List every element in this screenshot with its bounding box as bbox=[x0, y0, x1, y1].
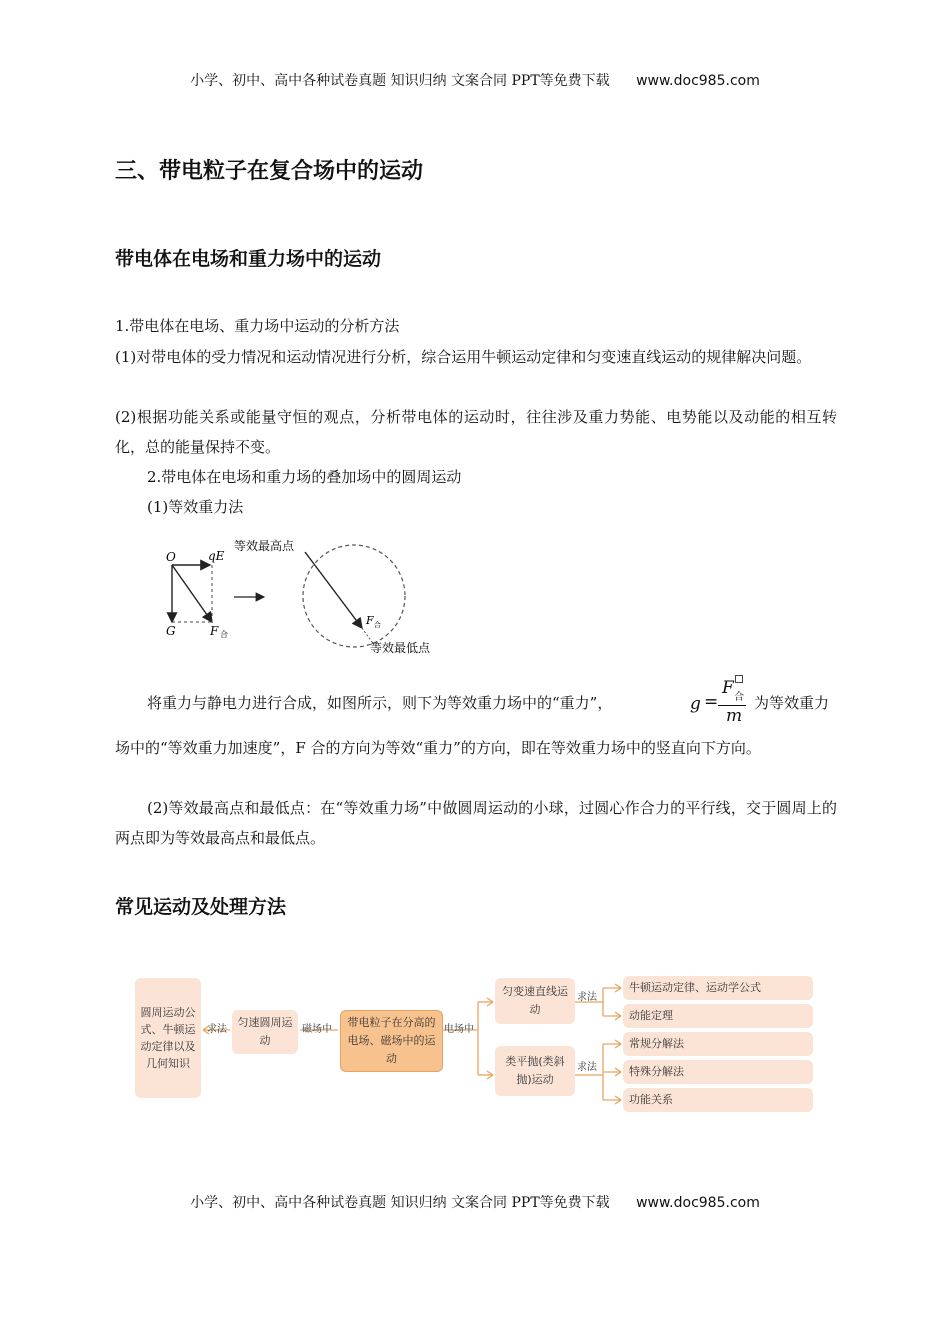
formula-eq: = bbox=[704, 692, 719, 712]
label-equivalent-highest: 等效最高点 bbox=[234, 539, 295, 553]
p2-title: 2.带电体在电场和重力场的叠加场中的圆周运动 bbox=[147, 468, 462, 486]
mindmap bbox=[133, 972, 818, 1122]
p1-title: 1.带电体在电场、重力场中运动的分析方法 bbox=[115, 317, 400, 335]
footer-url[interactable]: www.doc985.com bbox=[636, 1195, 760, 1211]
mindmap-left-method-label: 求法 bbox=[207, 1024, 227, 1035]
mindmap-leaf-2-1: 常规分解法 bbox=[623, 1032, 813, 1056]
circle-path bbox=[303, 545, 405, 647]
p1-item-1: (1)对带电体的受力情况和运动情况进行分析，综合运用牛顿运动定律和匀变速直线运动的规律解决问题。 bbox=[115, 348, 812, 366]
equivalent-gravity-vector bbox=[305, 552, 362, 628]
mindmap-left-label: 磁场中 bbox=[302, 1024, 332, 1035]
mindmap-leaf-2-3: 功能关系 bbox=[623, 1088, 813, 1112]
mindmap-leaf-2-2: 特殊分解法 bbox=[623, 1060, 813, 1084]
equivalent-gravity-formula bbox=[688, 678, 758, 728]
p3-before: 将重力与静电力进行合成，如图所示，则下为等效重力场中的“重力”， bbox=[147, 694, 613, 712]
label-equivalent-lowest: 等效最低点 bbox=[370, 641, 431, 655]
label-g: G bbox=[166, 624, 176, 638]
f-resultant-vector bbox=[172, 565, 212, 622]
page-header bbox=[0, 70, 950, 90]
formula-m: m bbox=[726, 706, 743, 726]
dashed-extension bbox=[362, 628, 372, 642]
p1-item-2: (2)根据功能关系或能量守恒的观点，分析带电体的运动时，往往涉及重力势能、电势能以及动能的相互转化，总的能量保持不变。 bbox=[115, 408, 837, 456]
subsection-title-2: 常见运动及处理方法 bbox=[115, 896, 287, 918]
footer-text: 小学、初中、高中各种试卷真题 知识归纳 文案合同 PPT等免费下载 bbox=[190, 1195, 610, 1211]
label-f: F bbox=[210, 624, 219, 638]
label-f-sub: 合 bbox=[220, 630, 228, 639]
header-text: 小学、初中、高中各种试卷真题 知识归纳 文案合同 PPT等免费下载 bbox=[190, 73, 610, 89]
formula-placeholder-box bbox=[735, 675, 743, 683]
mindmap-left-node: 匀速圆周运动 bbox=[232, 1010, 298, 1054]
p2-item-1: (1)等效重力法 bbox=[147, 498, 244, 516]
label-f2: F bbox=[366, 614, 374, 627]
mindmap-right-node-2: 类平抛(类斜抛)运动 bbox=[495, 1046, 575, 1096]
formula-sub: 合 bbox=[734, 692, 744, 703]
mindmap-leaf-1-2: 动能定理 bbox=[623, 1004, 813, 1028]
equivalent-gravity-diagram bbox=[150, 535, 450, 665]
label-f2-sub: 合 bbox=[374, 621, 381, 629]
mindmap-left-leaf: 圆周运动公式、牛顿运动定律以及几何知识 bbox=[135, 978, 201, 1098]
mindmap-right-node-2-method: 求法 bbox=[577, 1062, 597, 1073]
mindmap-right-node-1: 匀变速直线运动 bbox=[495, 978, 575, 1024]
mindmap-right-label: 电场中 bbox=[444, 1024, 474, 1035]
formula-f: F bbox=[722, 678, 734, 698]
formula-g: g bbox=[690, 694, 701, 714]
label-qe: qE bbox=[208, 549, 225, 563]
page-footer bbox=[0, 1192, 950, 1212]
mindmap-right-node-1-method: 求法 bbox=[577, 992, 597, 1003]
p3-after: 为等效重力 bbox=[754, 694, 830, 712]
mindmap-center-node: 带电粒子在分高的电场、磁场中的运动 bbox=[340, 1010, 443, 1072]
section-title: 三、带电粒子在复合场中的运动 bbox=[115, 159, 424, 184]
header-url[interactable]: www.doc985.com bbox=[636, 73, 760, 89]
mindmap-leaf-1-1: 牛顿运动定律、运动学公式 bbox=[623, 976, 813, 1000]
label-o: O bbox=[166, 550, 176, 564]
p3-cont: 场中的“等效重力加速度”，F 合的方向为等效“重力”的方向，即在等效重力场中的竖直向下方向。 bbox=[115, 739, 761, 757]
p4: (2)等效最高点和最低点：在“等效重力场”中做圆周运动的小球，过圆心作合力的平行线，交于圆周上的两点即为等效最高点和最低点。 bbox=[115, 799, 837, 847]
subsection-title-1: 带电体在电场和重力场中的运动 bbox=[115, 248, 382, 270]
